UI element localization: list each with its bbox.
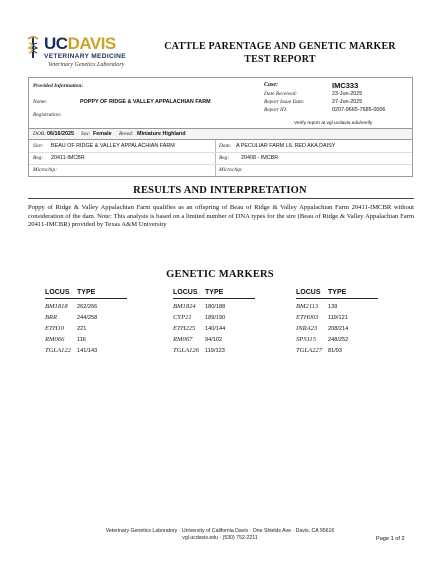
marker-locus: ETH003 [296, 314, 319, 321]
provided-info-label: Provided Information: [33, 83, 84, 89]
parents-row-divider-2 [29, 164, 412, 165]
case-value: IMC333 [332, 81, 359, 90]
sire-microchip-label: Microchip: [33, 167, 58, 173]
dam-label: Dam: [219, 143, 232, 149]
name-label: Name: [33, 99, 48, 105]
breed-label: Breed: [119, 131, 134, 137]
marker-type: 189/190 [205, 315, 226, 321]
results-text: Poppy of Ridge & Valley Appalachian Farm qualifies as an offspring of Beau of Ridge & Valley Appalachian Farm 20411-IMCBR without consideration of the dam. Note: This analysis is based on a limited number of DNA types for the sire (Beau of Ridge & Valley Appalachian Farm 20411-IMCBR) provided by Texas A&M University [28, 204, 414, 228]
footer [0, 528, 440, 542]
marker-locus: TGLA227 [296, 347, 323, 354]
marker-type: 139 [328, 304, 338, 310]
marker-type: 248/252 [328, 337, 349, 343]
marker-locus: RM067 [173, 336, 193, 343]
parents-divider [215, 140, 216, 176]
locus-header: LOCUS [296, 289, 321, 296]
marker-type: 180/188 [205, 304, 226, 310]
marker-header-rule [173, 298, 255, 299]
marker-type: 119/123 [205, 348, 225, 354]
results-title: RESULTS AND INTERPRETATION [133, 185, 307, 196]
locus-header: LOCUS [173, 289, 198, 296]
marker-locus: SPS115 [296, 336, 317, 343]
marker-type: 119/121 [328, 315, 348, 321]
marker-type: 244/258 [77, 315, 98, 321]
marker-locus: BRR [45, 314, 58, 321]
breed-value: Miniature Highland [137, 131, 186, 137]
dob-value: 06/16/2025 [47, 131, 74, 137]
sire-value: BEAU OF RIDGE & VALLEY APPALACHIAN FARM [51, 143, 175, 149]
case-label: Case: [264, 82, 278, 88]
verify-link[interactable]: Verify report at vgl.ucdavis.edu/verify [294, 121, 373, 126]
footer-contact: vgl.ucdavis.edu · (530) 752-2211 [182, 535, 258, 541]
parents-box [28, 140, 413, 177]
name-value: POPPY OF RIDGE & VALLEY APPALACHIAN FARM [80, 99, 211, 105]
marker-type: 221 [77, 326, 87, 332]
marker-locus: BM1818 [45, 303, 68, 310]
marker-locus: BM2113 [296, 303, 319, 310]
report-id-label: Report ID: [264, 107, 288, 113]
marker-header-rule [296, 298, 378, 299]
issue-date-value: 27-Jun-2025 [332, 99, 363, 105]
date-received-label: Date Received: [264, 91, 298, 97]
type-header: TYPE [205, 289, 224, 296]
marker-locus: CYP21 [173, 314, 192, 321]
ucdavis-logo [26, 36, 156, 70]
report-title-line1: CATTLE PARENTAGE AND GENETIC MARKER [164, 41, 396, 52]
marker-type: 141/143 [77, 348, 98, 354]
marker-locus: TGLA126 [173, 347, 200, 354]
page-number: Page 1 of 2 [376, 536, 405, 542]
marker-locus: RM066 [45, 336, 65, 343]
marker-type: 116 [77, 337, 86, 343]
marker-type: 140/144 [205, 326, 226, 332]
sex-label: Sex: [81, 131, 91, 137]
sex-value: Female [93, 131, 112, 137]
type-header: TYPE [77, 289, 96, 296]
marker-locus: TGLA122 [45, 347, 72, 354]
logo-uc-text: UC [44, 34, 68, 53]
marker-type: 262/266 [77, 304, 98, 310]
dob-label: DOB: [33, 131, 46, 137]
type-header: TYPE [328, 289, 347, 296]
dam-microchip-label: Microchip: [219, 167, 244, 173]
registration-label: Registration: [33, 112, 62, 118]
caduceus-icon [26, 36, 40, 58]
marker-header-rule [45, 298, 127, 299]
report-title-line2: TEST REPORT [244, 54, 316, 65]
footer-address: Veterinary Genetics Laboratory · University of California Davis · One Shields Ave · Davis, CA 95616 [105, 528, 335, 534]
dob-row [28, 129, 413, 140]
locus-header: LOCUS [45, 289, 70, 296]
info-box [28, 77, 413, 129]
marker-locus: BM1824 [173, 303, 196, 310]
marker-type: 94/102 [205, 337, 223, 343]
date-received-value: 23-Jun-2025 [332, 91, 363, 97]
results-rule [28, 198, 414, 199]
dam-value: A PECULIAR FARM LIL RED AKA DAISY [236, 143, 336, 149]
sire-reg-label: Reg: [33, 155, 44, 161]
marker-locus: ETH10 [45, 325, 65, 332]
report-title [150, 40, 410, 66]
parents-row-divider-1 [29, 152, 412, 153]
dam-reg-value: 20408 - IMCBR [241, 155, 279, 161]
issue-date-label: Report Issue Date: [264, 99, 305, 105]
marker-locus: INRA23 [296, 325, 318, 332]
markers-title: GENETIC MARKERS [166, 269, 274, 280]
dam-reg-label: Reg: [219, 155, 230, 161]
logo-dept-text: VETERINARY MEDICINE [44, 53, 126, 60]
logo-lab-text: Veterinary Genetics Laboratory [48, 62, 125, 68]
sire-reg-value: 20411-IMCBR [51, 155, 85, 161]
logo-davis-text: DAVIS [67, 34, 116, 53]
sire-label: Sire: [33, 143, 44, 149]
marker-locus: ETH225 [173, 325, 196, 332]
marker-type: 208/214 [328, 326, 349, 332]
marker-type: 81/93 [328, 348, 342, 354]
report-id-value: 0207-9665-7685-0006 [332, 107, 386, 113]
